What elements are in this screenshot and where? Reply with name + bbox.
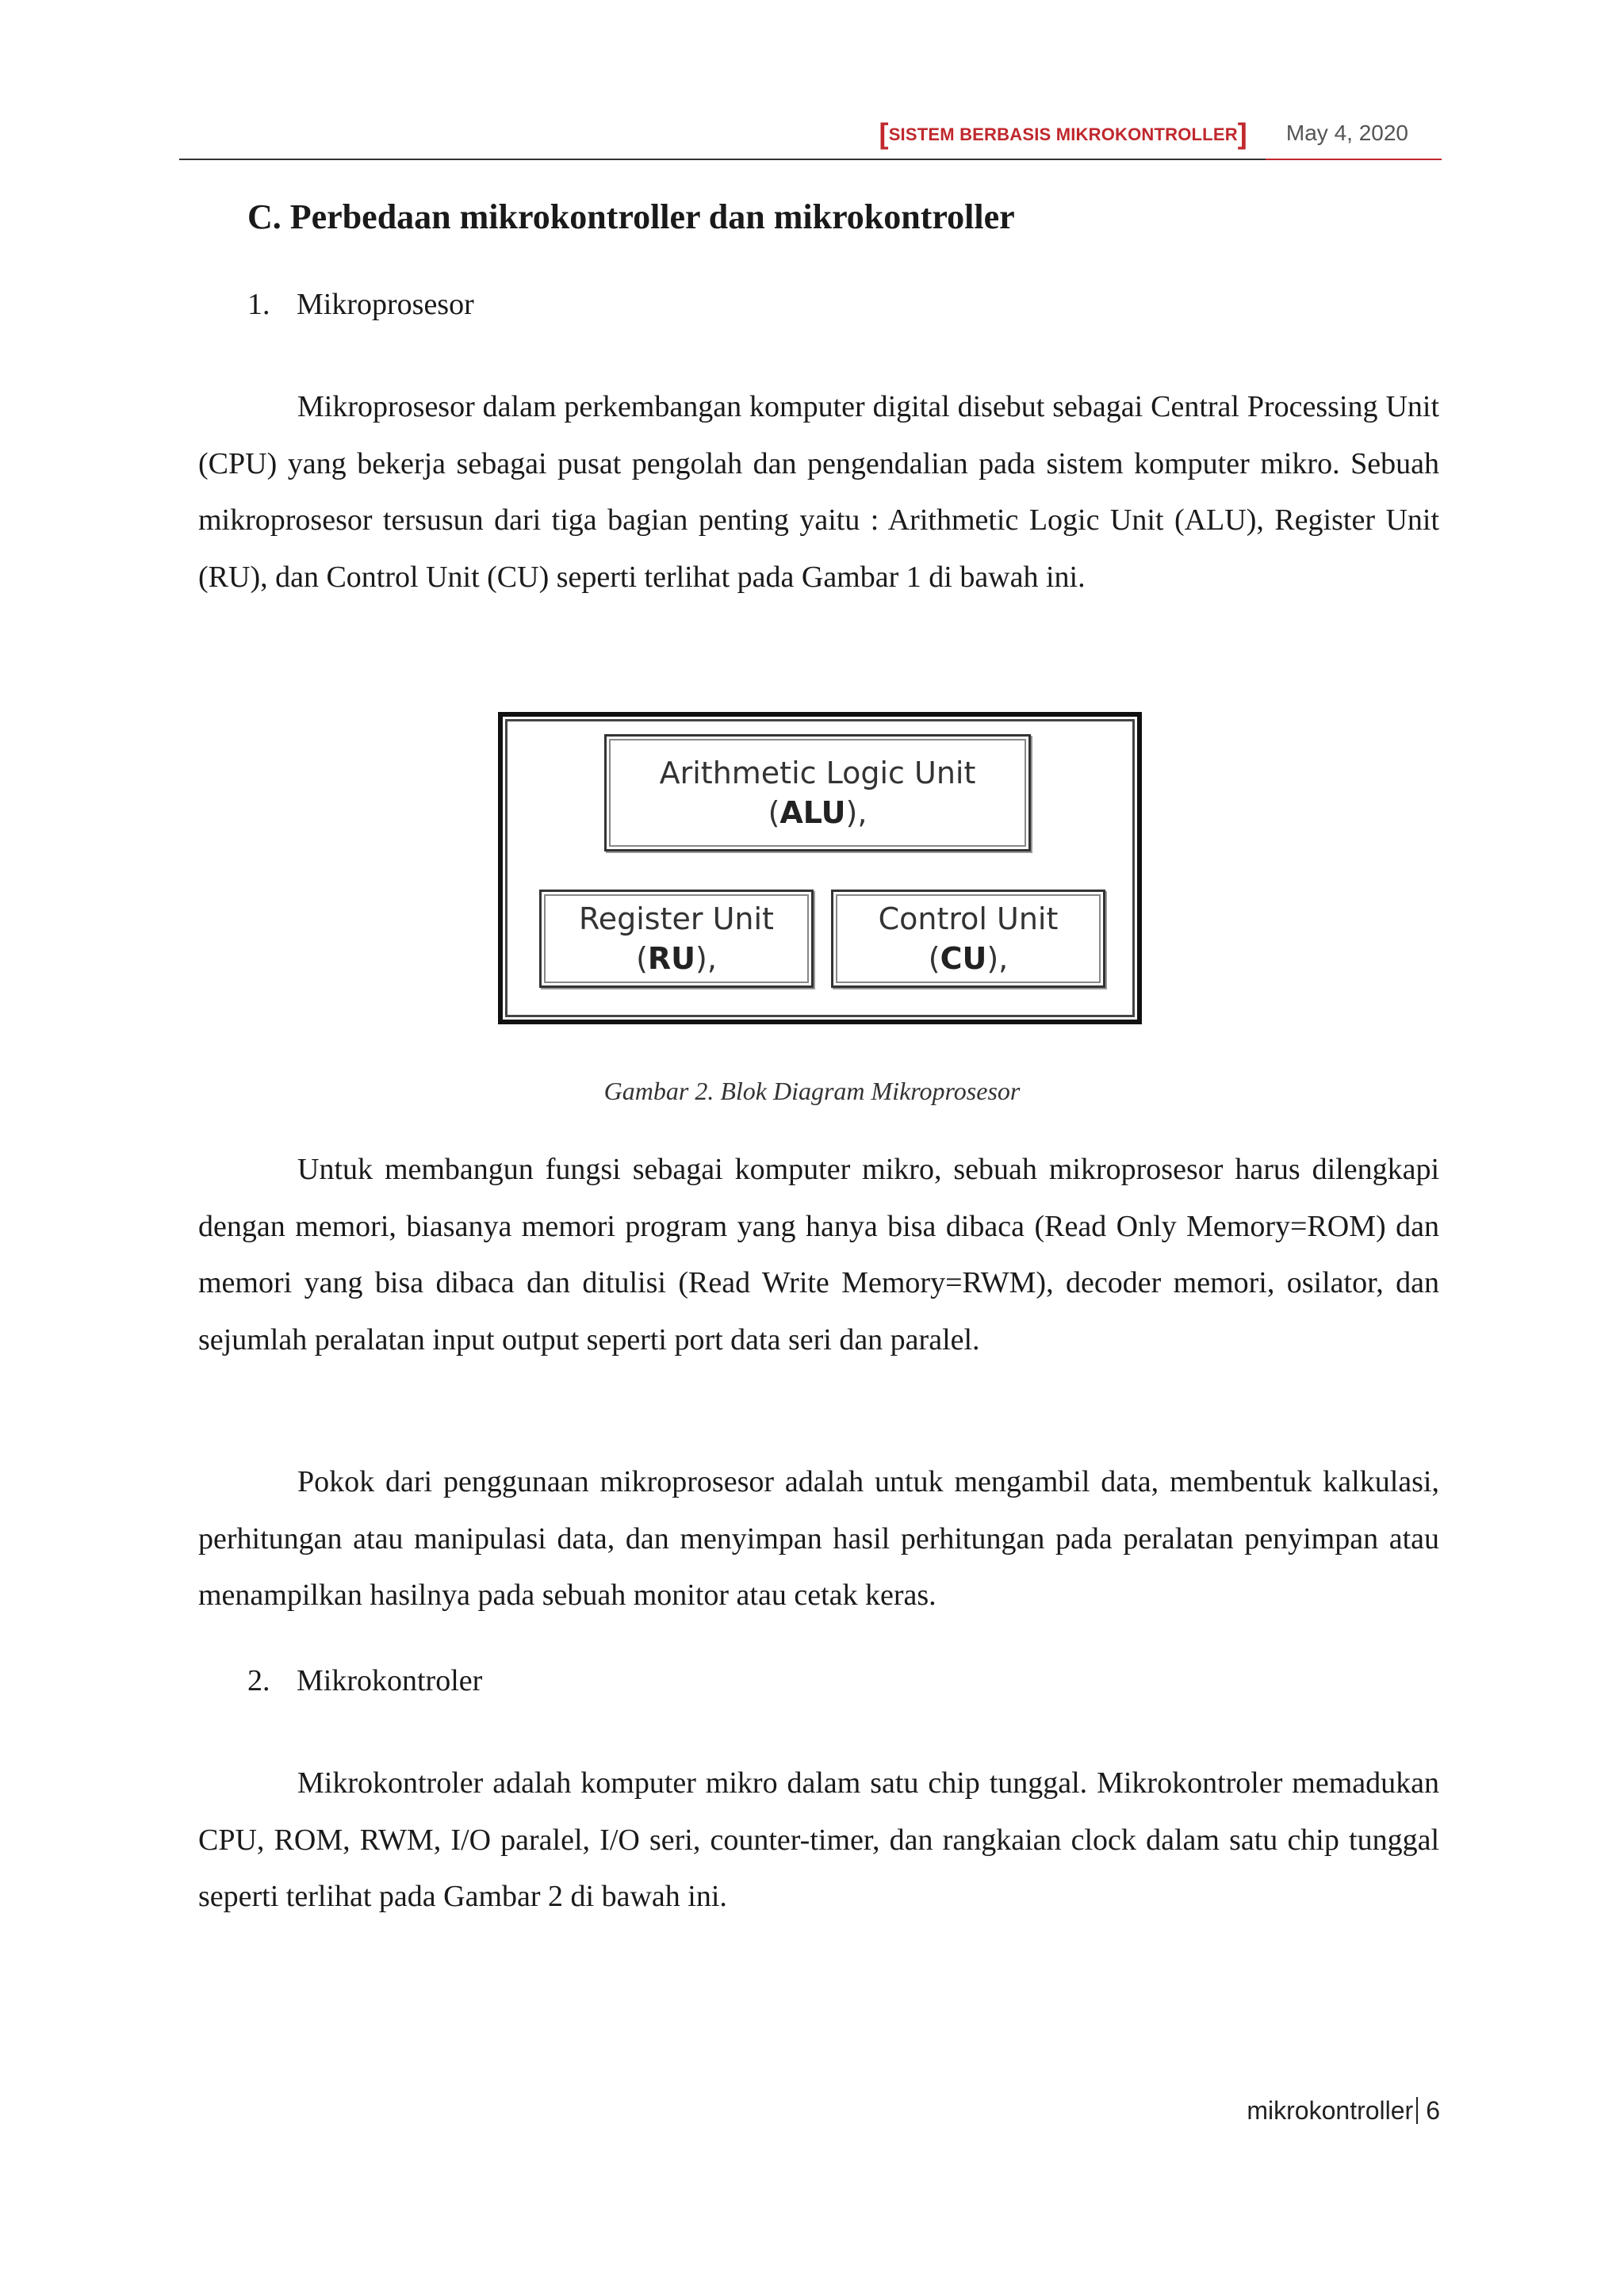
list-item-number: 2. <box>247 1664 270 1697</box>
block-abbr-close: ), <box>986 941 1009 976</box>
alu-block <box>604 734 1031 851</box>
page-header <box>179 111 1442 160</box>
list-item-number: 1. <box>247 288 270 321</box>
block-label: Control Unit <box>878 901 1059 936</box>
paragraph: Mikroprosesor dalam perkembangan komputer digital disebut sebagai Central Processing Unit (CPU) yang bekerja sebagai pusat pengolah dan pengendalian pada sistem komputer mikro. Sebuah mikroprosesor tersusun dari tiga bagian penting yaitu : Arithmetic Logic Unit (ALU), Register Unit (RU), dan Control Unit (CU) seperti terlihat pada Gambar 1 di bawah ini. <box>198 390 1439 594</box>
block-abbr-open: ( <box>928 941 940 976</box>
header-title <box>879 117 1247 151</box>
header-bracket-close: ] <box>1237 117 1247 150</box>
control-unit-block <box>831 890 1105 988</box>
list-item-title: Mikrokontroler <box>297 1664 483 1697</box>
block-abbr-close: ), <box>845 795 868 830</box>
block-abbr <box>607 793 1028 832</box>
header-date: May 4, 2020 <box>1285 121 1408 145</box>
block-abbr-text: RU <box>647 941 696 976</box>
block-label: Arithmetic Logic Unit <box>659 756 976 790</box>
register-unit-block <box>539 890 814 988</box>
block-abbr-open: ( <box>768 795 780 830</box>
header-accent-rule <box>1266 159 1442 160</box>
block-abbr-close: ), <box>695 941 717 976</box>
paragraph: Mikrokontroler adalah komputer mikro dalam satu chip tunggal. Mikrokontroler memadukan CPU, ROM, RWM, I/O paralel, I/O seri, counter-timer, dan rangkaian clock dalam satu chip tunggal seperti terlihat pada Gambar 2 di bawah ini. <box>198 1766 1439 1913</box>
header-bracket-open: [ <box>879 117 889 150</box>
page-footer <box>1247 2096 1440 2126</box>
list-item-mikroprosesor <box>247 287 474 322</box>
paragraph: Untuk membangun fungsi sebagai komputer mikro, sebuah mikroprosesor harus dilengkapi dengan memori, biasanya memori program yang hanya bisa dibaca (Read Only Memory=ROM) dan memori yang bisa dibaca dan ditulisi (Read Write Memory=RWM), decoder memori, osilator, dan sejumlah peralatan input output seperti port data seri dan paralel. <box>198 1153 1439 1357</box>
list-item-mikrokontroler <box>247 1663 482 1698</box>
paragraph: Pokok dari penggunaan mikroprosesor adalah untuk mengambil data, membentuk kalkulasi, perhitungan atau manipulasi data, dan menyimpan hasil perhitungan pada peralatan penyimpan atau menampilkan hasilnya pada sebuah monitor atau cetak keras. <box>198 1465 1439 1612</box>
block-label: Register Unit <box>579 901 774 936</box>
section-heading: C. Perbedaan mikrokontroller dan mikrokontroller <box>247 197 1015 236</box>
page-number: 6 <box>1426 2096 1440 2125</box>
block-diagram-figure <box>498 712 1142 1024</box>
footer-label: mikrokontroller <box>1247 2096 1414 2125</box>
block-abbr <box>833 939 1103 978</box>
figure-caption: Gambar 2. Blok Diagram Mikroprosesor <box>603 1077 1021 1105</box>
block-abbr-open: ( <box>636 941 648 976</box>
list-item-title: Mikroprosesor <box>297 288 474 321</box>
header-title-text: SISTEM BERBASIS MIKROKONTROLLER <box>888 124 1238 144</box>
block-abbr-text: ALU <box>779 795 846 830</box>
block-abbr <box>542 939 811 978</box>
block-abbr-text: CU <box>940 941 987 976</box>
footer-separator <box>1416 2097 1418 2124</box>
